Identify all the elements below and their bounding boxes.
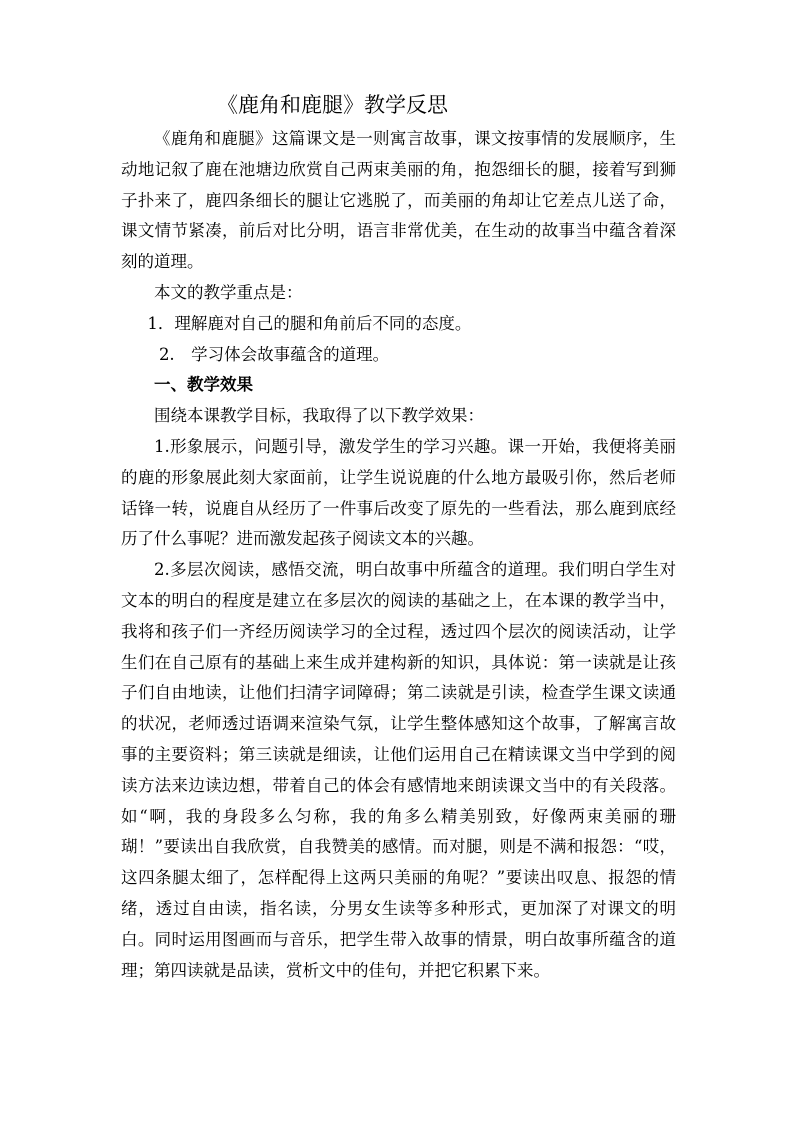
effect-paragraph-2: 2.多层次阅读，感悟交流，明白故事中所蕴含的道理。我们明白学生对文本的明白的程度是建立在多层次的阅读的基础之上，在本课的教学当中，我将和孩子们一齐经历阅读学习的全过程，透过四个层次的阅读活动，让学生们在自己原有的基础上来生成并建构新的知识，具体说：第一读就是让孩子们自由地读，让他们扫清字词障碍；第二读就是引读，检查学生课文读通的状况，老师透过语调来渲染气氛，让学生整体感知这个故事，了解寓言故事的主要资料；第三读就是细读，让他们运用自己在精读课文当中学到的阅读方法来边读边想，带着自己的体会有感情地来朗读课文当中的有关段落。如“啊，我的身段多么匀称，我的角多么精美别致，好像两束美丽的珊瑚！”要读出自我欣赏，自我赞美的感情。而对腿，则是不满和报怨：“哎，这四条腿太细了，怎样配得上这两只美丽的角呢？”要读出叹息、报怨的情绪，透过自由读，指名读，分男女生读等多种形式，更加深了对课文的明白。同时运用图画而与音乐，把学生带入故事的情景，明白故事所蕴含的道理；第四读就是品读，赏析文中的佳句，并把它积累下来。	[121, 560, 676, 980]
intro-paragraph: 《鹿角和鹿腿》这篇课文是一则寓言故事，课文按事情的发展顺序，生动地记叙了鹿在池塘边欣赏自己两束美丽的角，抱怨细长的腿，接着写到狮子扑来了，鹿四条细长的腿让它逃脱了，而美丽的角却让它差点儿送了命，课文情节紧凑，前后对比分明，语言非常优美，在生动的故事当中蕴含着深刻的道理。	[121, 129, 676, 272]
section-heading: 一、教学效果	[154, 375, 253, 395]
document-page	[121, 88, 676, 986]
focus-item-1: 1．理解鹿对自己的腿和角前后不同的态度。	[147, 313, 472, 333]
effects-intro-paragraph: 围绕本课教学目标，我取得了以下教学效果：	[154, 406, 484, 426]
focus-intro-paragraph: 本文的教学重点是：	[154, 282, 303, 302]
document-title: 《鹿角和鹿腿》教学反思	[217, 93, 448, 117]
effect-paragraph-1: 1.形象展示，问题引导，激发学生的学习兴趣。课一开始，我便将美丽的鹿的形象展此刻大家面前，让学生说说鹿的什么地方最吸引你，然后老师话锋一转，说鹿自从经历了一件事后改变了原先的一些看法，那么鹿到底经历了什么事呢？进而激发起孩子阅读文本的兴趣。	[121, 436, 676, 549]
focus-item-2: 2. 学习体会故事蕴含的道理。	[158, 344, 390, 364]
